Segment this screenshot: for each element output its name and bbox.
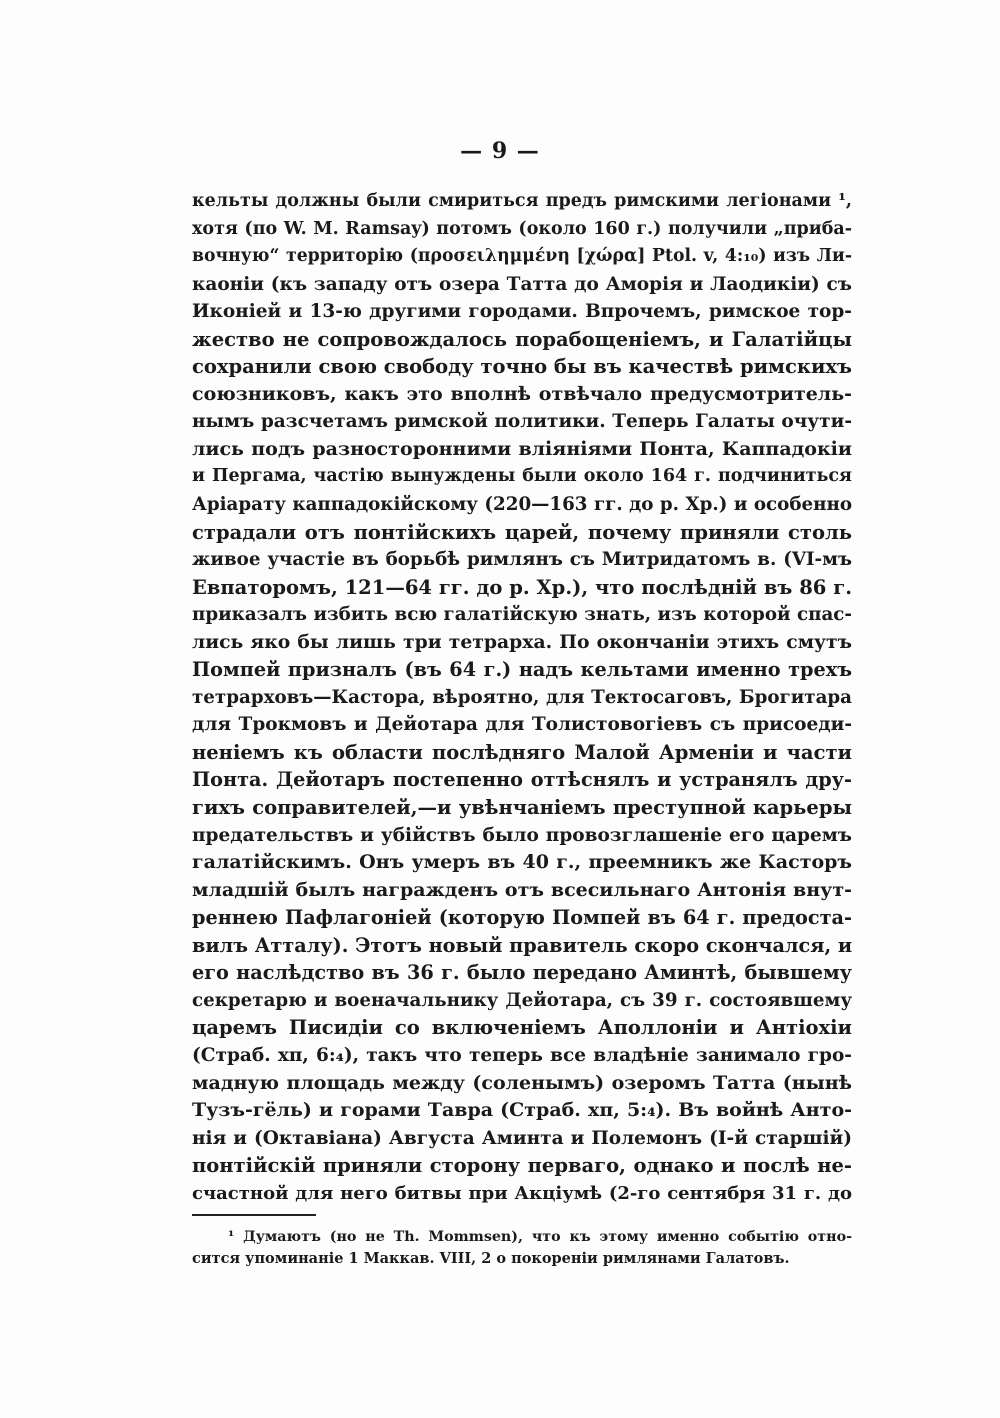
body-line: счастной для него битвы при Акціумѣ (2-го сентября 31 г. до [192, 1182, 852, 1204]
footnote-line: ¹ Думаютъ (но не Th. Mommsen), что къ этому именно событію отно- [228, 1229, 852, 1245]
body-line: секретарю и военачальнику Дейотара, съ 39 г. состоявшему [192, 989, 852, 1011]
body-line: царемъ Писидіи со включеніемъ Аполлоніи и Антіохіи [192, 1016, 852, 1040]
body-line: лись подъ разносторонними вліяніями Понта, Каппадокіи [192, 437, 852, 460]
body-line: союзниковъ, какъ это вполнѣ отвѣчало предусмотритель- [192, 382, 852, 405]
body-line: гихъ соправителей,—и увѣнчаніемъ преступной карьеры [192, 796, 852, 820]
body-line: хотя (по W. M. Ramsay) потомъ (около 160 г.) получили „приба- [192, 218, 852, 239]
body-line: для Трокмовъ и Дейотара для Толистовогіевъ съ присоеди- [192, 714, 852, 736]
page-number: — 9 — [460, 138, 540, 164]
body-line: сохранили свою свободу точно бы въ качествѣ римскихъ [192, 355, 852, 379]
body-line: каоніи (къ западу отъ озера Татта до Аморія и Лаодикіи) съ [192, 273, 852, 295]
body-line: вилъ Атталу). Этотъ новый правитель скоро скончался, и [192, 933, 853, 957]
body-line: предательствъ и убійствъ было провозглашеніе его царемъ [192, 824, 852, 846]
body-line: приказалъ избить всю галатійскую знать, изъ которой спас- [192, 604, 852, 626]
body-line: лись яко бы лишь три тетрарха. По окончаніи этихъ смутъ [192, 630, 852, 653]
body-line: Аріарату каппадокійскому (220—163 гг. до р. Хр.) и особенно [192, 494, 852, 516]
body-line: и Пергама, частію вынуждены были около 164 г. подчиниться [192, 466, 852, 487]
body-line: тетрарховъ—Кастора, вѣроятно, для Тектосаговъ, Брогитара [192, 686, 852, 708]
body-line: галатійскимъ. Онъ умеръ въ 40 г., преемникъ же Касторъ [192, 851, 852, 874]
body-line: жество не сопровождалось порабощеніемъ, и Галатійцы [192, 327, 852, 351]
body-line: неніемъ къ области послѣдняго Малой Арменіи и части [192, 740, 852, 764]
body-line: страдали отъ понтійскихъ царей, почему приняли столь [192, 520, 852, 544]
body-line: Понта. Дейотаръ постепенно оттѣснялъ и устранялъ дру- [192, 768, 852, 792]
body-line: мадную площадь между (соленымъ) озеромъ Татта (нынѣ [192, 1071, 852, 1094]
footnote-divider [192, 1214, 316, 1216]
body-line: Евпаторомъ, 121—64 гг. до р. Хр.), что послѣдній въ 86 г. [192, 575, 852, 599]
body-line: понтійскій приняли сторону перваго, однако и послѣ не- [192, 1154, 852, 1178]
body-line: реннею Пафлагоніей (которую Помпей въ 64 г. предоста- [192, 906, 852, 930]
body-line: нымъ разсчетамъ римской политики. Теперь Галаты очути- [192, 411, 852, 433]
footnote-line: сится упоминаніе 1 Маккав. VIII, 2 о покореніи римлянами Галатовъ. [192, 1250, 790, 1267]
body-line: его наслѣдство въ 36 г. было передано Аминтѣ, бывшему [192, 961, 852, 985]
body-line: нія и (Октавіана) Августа Аминта и Полемонъ (І-й старшій) [192, 1127, 852, 1149]
body-line: Иконіей и 13-ю другими городами. Впрочемъ, римское тор- [192, 301, 852, 323]
footnote [192, 1226, 852, 1270]
body-line: младшій былъ награжденъ отъ всесильнаго Антонія внут- [192, 878, 852, 901]
body-line: Помпей призналъ (въ 64 г.) надъ кельтами именно трехъ [192, 658, 852, 682]
body-line: живое участіе въ борьбѣ римлянъ съ Митридатомъ в. (VI-мъ [192, 549, 852, 571]
body-line: вочную“ территорію (προσειλημμένη [χώρα] Ptol. v, 4:₁₀) изъ Ли- [192, 246, 852, 267]
body-line: (Страб. xп, 6:₄), такъ что теперь все владѣніе занимало гро- [192, 1044, 852, 1066]
body-line: Тузъ-гёль) и горами Тавра (Страб. xп, 5:₄). Въ войнѣ Анто- [192, 1099, 852, 1122]
body-line: кельты должны были смириться предъ римскими легіонами ¹, [192, 191, 852, 211]
body-text [192, 188, 852, 1207]
